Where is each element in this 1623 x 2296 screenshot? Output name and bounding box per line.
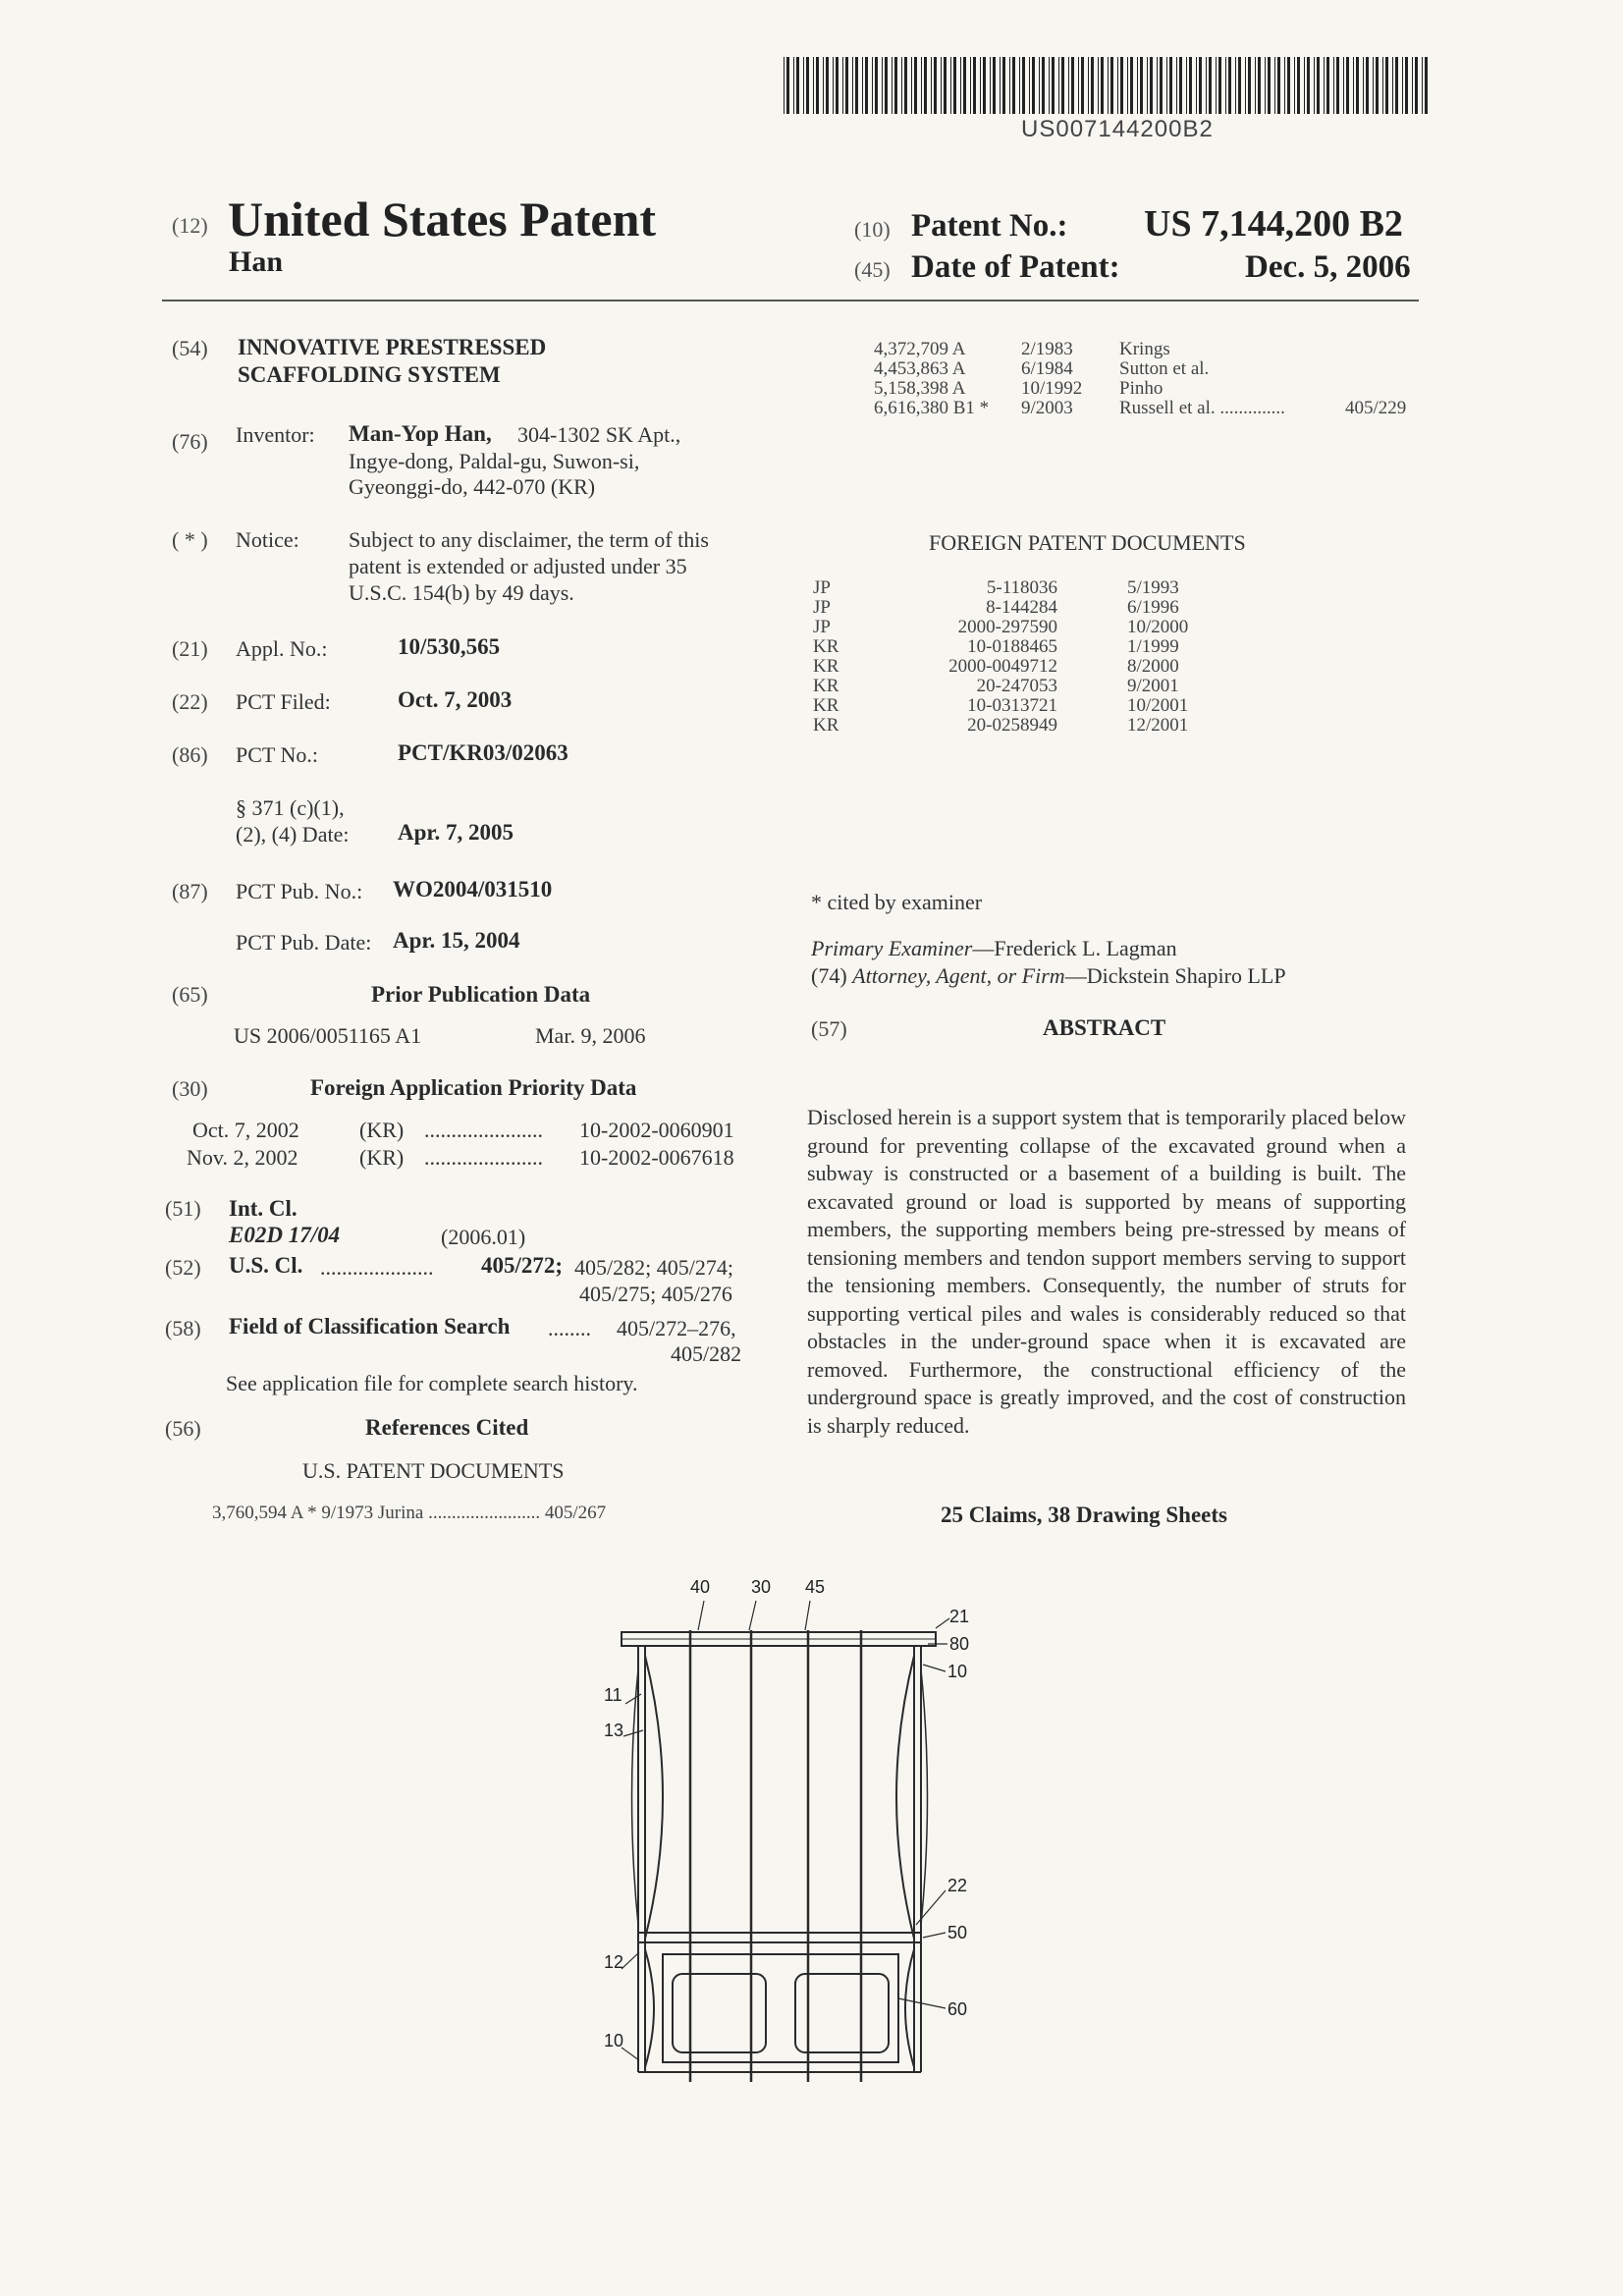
- us-patent-documents-title: U.S. PATENT DOCUMENTS: [302, 1458, 565, 1483]
- barcode-bar: [1012, 57, 1015, 114]
- barcode-bar: [953, 57, 956, 114]
- abstract-text: Disclosed herein is a support system that is temporarily placed below ground for preventing collapse of the excavated ground when a subway is constructed or a basement of a building is built. The excavated ground or load is supported by means of supporting members, the supporting members being pre-stressed by means of tensioning members and tendon support members serving to support the tensioning members. Consequently, the number of struts for supporting vertical piles and wales is considerably reduced so that obstacles in the under-ground space when it is excavated are removed. Furthermore, the constructional efficiency of the underground space is greatly improved, and the cost of construction is sharply reduced.: [807, 1105, 1406, 1438]
- attorney-line: [811, 963, 1286, 989]
- barcode-bar: [1277, 57, 1280, 114]
- abstract-title: ABSTRACT: [1043, 1015, 1166, 1040]
- barcode-bar: [862, 57, 863, 114]
- barcode-bar: [1268, 57, 1271, 114]
- barcode-bar: [1265, 57, 1266, 114]
- appl-no: 10/530,565: [398, 634, 501, 659]
- claims-and-sheets: 25 Claims, 38 Drawing Sheets: [941, 1503, 1227, 1527]
- inventor-short-name: Han: [229, 246, 284, 278]
- barcode-bar: [845, 57, 848, 114]
- code-76: (76): [172, 429, 208, 454]
- barcode-bar: [1061, 57, 1064, 114]
- foreign-number: 8-144284: [986, 597, 1057, 618]
- foreign-country: KR: [813, 715, 839, 736]
- code-21: (21): [172, 636, 208, 661]
- code-86: (86): [172, 742, 208, 767]
- barcode-bar: [793, 57, 794, 114]
- left-curved-wale: [645, 1656, 663, 1939]
- int-cl-year: (2006.01): [441, 1225, 526, 1249]
- barcode-bar: [1297, 57, 1300, 114]
- attorney-label: Attorney, Agent, or Firm: [852, 963, 1065, 988]
- barcode-bar: [1049, 57, 1050, 114]
- barcode-bar: [1248, 57, 1251, 114]
- us-cl-label: U.S. Cl.: [229, 1253, 303, 1278]
- foreign-country: JP: [813, 577, 831, 598]
- ref-label: 60: [947, 1999, 968, 2019]
- barcode-bar: [970, 57, 971, 114]
- barcode-bar: [1307, 57, 1310, 114]
- barcode-bar: [993, 57, 996, 114]
- us-cl-rest-2: 405/275; 405/276: [579, 1282, 732, 1306]
- foreign-number: 10-0188465: [967, 636, 1057, 657]
- field-of-search-leader: ........: [548, 1316, 591, 1340]
- foreign-date: 12/2001: [1127, 715, 1189, 736]
- title-line-2: SCAFFOLDING SYSTEM: [238, 362, 501, 387]
- code-74: (74): [811, 963, 847, 988]
- barcode-bar: [1078, 57, 1079, 114]
- barcode-bar: [980, 57, 981, 114]
- notice-line-1: Subject to any disclaimer, the term of this: [349, 527, 709, 552]
- barcode-bar: [1039, 57, 1040, 114]
- barcode-bar: [1176, 57, 1177, 114]
- barcode-bar: [1130, 57, 1133, 114]
- barcode-bar: [911, 57, 912, 114]
- field-of-search-label: Field of Classification Search: [229, 1314, 511, 1339]
- priority-2-leader: ......................: [424, 1145, 543, 1170]
- patent-type-title: United States Patent: [228, 191, 657, 246]
- section-371-line-2: (2), (4) Date:: [236, 822, 350, 847]
- code-notice: ( * ): [172, 527, 208, 552]
- barcode-bar: [924, 57, 927, 114]
- cited-by-examiner-note: * cited by examiner: [811, 890, 983, 914]
- section-371-date: Apr. 7, 2005: [398, 820, 514, 845]
- foreign-number: 10-0313721: [967, 695, 1057, 716]
- ref-label: 30: [751, 1577, 772, 1597]
- barcode-bar: [894, 57, 897, 114]
- pct-pub-date-label: PCT Pub. Date:: [236, 930, 372, 955]
- prior-publication-title: Prior Publication Data: [371, 982, 591, 1007]
- barcode-bar: [1000, 57, 1001, 114]
- ref-label: 21: [949, 1607, 970, 1626]
- foreign-date: 10/2001: [1127, 695, 1189, 716]
- section-371-line-1: § 371 (c)(1),: [236, 795, 345, 820]
- barcode-bar: [1120, 57, 1123, 114]
- barcode-bar: [1376, 57, 1379, 114]
- ref-label: 11: [604, 1685, 622, 1705]
- barcode-bar: [1091, 57, 1094, 114]
- barcode-bar: [1196, 57, 1197, 114]
- barcode-bar: [1019, 57, 1020, 114]
- barcode-bar: [1189, 57, 1192, 114]
- barcode-bar: [921, 57, 922, 114]
- patent-no-label: Patent No.:: [911, 208, 1068, 244]
- barcode-bar: [1258, 57, 1261, 114]
- reference-row: 3,760,594 A * 9/1973 Jurina ........................ 405/267: [212, 1503, 607, 1523]
- barcode-bar: [816, 57, 819, 114]
- barcode-bar: [931, 57, 932, 114]
- barcode-bar: [842, 57, 843, 114]
- inventor-address-2: Ingye-dong, Paldal-gu, Suwon-si,: [349, 449, 640, 473]
- barcode-bar: [1110, 57, 1113, 114]
- barcode-number: US007144200B2: [1021, 116, 1214, 142]
- foreign-country: JP: [813, 597, 831, 618]
- reference-name: Krings: [1119, 339, 1170, 359]
- pct-no-label: PCT No.:: [236, 742, 318, 767]
- barcode-bar: [990, 57, 991, 114]
- reference-date: 6/1984: [1021, 358, 1073, 379]
- reference-date: 9/2003: [1021, 398, 1073, 418]
- foreign-number: 2000-0049712: [948, 656, 1057, 677]
- date-of-patent-label: Date of Patent:: [911, 249, 1120, 285]
- ref-label: 10: [947, 1662, 968, 1681]
- reference-name: Sutton et al.: [1119, 358, 1210, 379]
- code-58: (58): [165, 1316, 201, 1340]
- barcode-bar: [823, 57, 824, 114]
- pct-pub-no-label: PCT Pub. No.:: [236, 879, 363, 903]
- priority-1-leader: ......................: [424, 1118, 543, 1142]
- barcode-bar: [813, 57, 814, 114]
- ref-label: 80: [949, 1634, 970, 1654]
- code-54: (54): [172, 336, 208, 360]
- header-divider: [162, 300, 1419, 301]
- lower-frame: [663, 1954, 898, 2062]
- barcode-bar: [1002, 57, 1005, 114]
- barcode-bar: [1314, 57, 1315, 114]
- code-12: (12): [172, 213, 208, 238]
- barcode-bar: [1317, 57, 1320, 114]
- barcode-bar: [1068, 57, 1069, 114]
- barcode-bar: [1294, 57, 1295, 114]
- barcode-bar: [1071, 57, 1074, 114]
- barcode-bar: [934, 57, 937, 114]
- barcode-bar: [1326, 57, 1329, 114]
- date-of-patent: Dec. 5, 2006: [1245, 249, 1411, 285]
- foreign-number: 5-118036: [986, 577, 1057, 598]
- notice-line-2: patent is extended or adjusted under 35: [349, 554, 687, 578]
- barcode-bar: [1415, 57, 1418, 114]
- barcode-bar: [1098, 57, 1099, 114]
- barcode-bar: [1287, 57, 1290, 114]
- barcode-bar: [960, 57, 961, 114]
- us-cl-main: 405/272;: [481, 1253, 564, 1278]
- foreign-date: 8/2000: [1127, 656, 1179, 677]
- priority-1-country: (KR): [359, 1118, 405, 1142]
- barcode-bar: [1255, 57, 1256, 114]
- foreign-number: 20-247053: [976, 676, 1057, 696]
- primary-examiner-label: Primary Examiner: [811, 936, 973, 960]
- foreign-country: KR: [813, 636, 839, 657]
- barcode-bar: [1245, 57, 1246, 114]
- barcode-bar: [1157, 57, 1158, 114]
- code-45: (45): [854, 257, 891, 282]
- foreign-date: 5/1993: [1127, 577, 1179, 598]
- barcode-bar: [1405, 57, 1408, 114]
- priority-2-date: Nov. 2, 2002: [187, 1145, 298, 1170]
- barcode-bar: [1147, 57, 1148, 114]
- barcode-bar: [914, 57, 917, 114]
- barcode-bar: [1284, 57, 1285, 114]
- prior-publication-no: US 2006/0051165 A1: [234, 1023, 422, 1048]
- barcode-bar: [1160, 57, 1163, 114]
- int-cl-label: Int. Cl.: [229, 1196, 298, 1221]
- barcode-bar: [950, 57, 951, 114]
- pct-no: PCT/KR03/02063: [398, 740, 568, 765]
- patent-number: US 7,144,200 B2: [1144, 203, 1403, 245]
- barcode-bar: [1238, 57, 1241, 114]
- barcode: [784, 57, 1429, 114]
- barcode-bar: [1216, 57, 1217, 114]
- barcode-bar: [1274, 57, 1275, 114]
- barcode-bar: [1402, 57, 1403, 114]
- inventor-address-1: 304-1302 SK Apt.,: [517, 422, 681, 447]
- barcode-bar: [1235, 57, 1236, 114]
- foreign-patent-documents-title: FOREIGN PATENT DOCUMENTS: [929, 530, 1246, 555]
- representative-drawing: [604, 1561, 977, 2151]
- pct-filed-date: Oct. 7, 2003: [398, 687, 513, 712]
- ref-label: 40: [690, 1577, 711, 1597]
- barcode-bar: [1425, 57, 1428, 114]
- barcode-bar: [1088, 57, 1089, 114]
- barcode-bar: [1333, 57, 1334, 114]
- barcode-bar: [901, 57, 902, 114]
- barcode-bar: [1382, 57, 1383, 114]
- code-56: (56): [165, 1416, 201, 1441]
- foreign-date: 10/2000: [1127, 617, 1189, 637]
- barcode-bar: [796, 57, 799, 114]
- foreign-country: JP: [813, 617, 831, 637]
- foreign-priority-title: Foreign Application Priority Data: [310, 1075, 637, 1100]
- reference-name: Russell et al. ..............: [1119, 398, 1285, 418]
- barcode-bar: [872, 57, 873, 114]
- barcode-bar: [963, 57, 966, 114]
- reference-date: 2/1983: [1021, 339, 1073, 359]
- us-cl-leader: .....................: [320, 1255, 434, 1280]
- code-87: (87): [172, 879, 208, 903]
- barcode-bar: [1395, 57, 1398, 114]
- barcode-bar: [1422, 57, 1423, 114]
- barcode-bar: [944, 57, 947, 114]
- priority-1-number: 10-2002-0060901: [579, 1118, 734, 1142]
- reference-number: 6,616,380 B1 *: [874, 398, 990, 418]
- foreign-number: 20-0258949: [967, 715, 1057, 736]
- barcode-bar: [836, 57, 839, 114]
- references-cited-title: References Cited: [365, 1415, 529, 1440]
- ref-label: 50: [947, 1923, 968, 1942]
- barcode-bar: [1366, 57, 1369, 114]
- appl-no-label: Appl. No.:: [236, 636, 328, 661]
- pct-pub-no: WO2004/031510: [393, 877, 553, 902]
- priority-2-number: 10-2002-0067618: [579, 1145, 734, 1170]
- primary-examiner-line: [811, 936, 1177, 961]
- reference-number: 4,453,863 A: [874, 358, 966, 379]
- barcode-bar: [1150, 57, 1153, 114]
- primary-examiner-name: —Frederick L. Lagman: [972, 936, 1177, 960]
- ref-label: 45: [805, 1577, 826, 1597]
- code-10: (10): [854, 217, 891, 242]
- notice-label: Notice:: [236, 527, 299, 552]
- code-30: (30): [172, 1076, 208, 1101]
- barcode-bar: [1101, 57, 1104, 114]
- reference-class: 405/229: [1345, 398, 1407, 418]
- ref-label: 12: [604, 1952, 624, 1972]
- inventor-address-3: Gyeonggi-do, 442-070 (KR): [349, 474, 596, 499]
- code-65: (65): [172, 982, 208, 1007]
- barcode-bar: [1169, 57, 1172, 114]
- barcode-bar: [1225, 57, 1226, 114]
- barcode-bar: [1022, 57, 1025, 114]
- foreign-country: KR: [813, 656, 839, 677]
- code-52: (52): [165, 1255, 201, 1280]
- foreign-country: KR: [813, 676, 839, 696]
- barcode-bar: [1052, 57, 1055, 114]
- barcode-bar: [1179, 57, 1182, 114]
- barcode-bar: [1081, 57, 1084, 114]
- reference-name: Pinho: [1119, 378, 1163, 399]
- foreign-country: KR: [813, 695, 839, 716]
- barcode-bar: [1324, 57, 1325, 114]
- barcode-bar: [1042, 57, 1045, 114]
- middle-beam: [638, 1933, 921, 1942]
- priority-1-date: Oct. 7, 2002: [192, 1118, 299, 1142]
- barcode-bar: [1029, 57, 1030, 114]
- barcode-bar: [892, 57, 893, 114]
- barcode-bar: [803, 57, 804, 114]
- barcode-bar: [1356, 57, 1359, 114]
- barcode-bar: [1218, 57, 1221, 114]
- barcode-bar: [1392, 57, 1393, 114]
- prior-publication-date: Mar. 9, 2006: [535, 1023, 646, 1048]
- barcode-bar: [1009, 57, 1010, 114]
- ref-label: 13: [604, 1721, 624, 1740]
- ref-label: 22: [947, 1876, 968, 1895]
- barcode-bar: [1166, 57, 1167, 114]
- barcode-bar: [1385, 57, 1388, 114]
- barcode-bar: [1032, 57, 1035, 114]
- barcode-bar: [1412, 57, 1413, 114]
- barcode-bar: [983, 57, 986, 114]
- barcode-bar: [1304, 57, 1305, 114]
- reference-number: 4,372,709 A: [874, 339, 966, 359]
- barcode-bar: [855, 57, 858, 114]
- pct-pub-date: Apr. 15, 2004: [393, 928, 520, 953]
- barcode-bar: [973, 57, 976, 114]
- barcode-bar: [833, 57, 834, 114]
- barcode-bar: [1108, 57, 1109, 114]
- field-of-search-note: See application file for complete search history.: [226, 1371, 638, 1395]
- foreign-date: 1/1999: [1127, 636, 1179, 657]
- field-of-search-value-1: 405/272–276,: [617, 1316, 736, 1340]
- barcode-bar: [826, 57, 829, 114]
- barcode-bar: [786, 57, 789, 114]
- inventor-label: Inventor:: [236, 422, 315, 447]
- foreign-date: 6/1996: [1127, 597, 1179, 618]
- barcode-bar: [1127, 57, 1128, 114]
- barcode-bar: [1140, 57, 1143, 114]
- right-curved-wale: [896, 1656, 914, 1939]
- title-line-1: INNOVATIVE PRESTRESSED: [238, 335, 547, 359]
- code-57: (57): [811, 1016, 847, 1041]
- foreign-number: 2000-297590: [957, 617, 1057, 637]
- barcode-bar: [1058, 57, 1059, 114]
- barcode-bar: [1137, 57, 1138, 114]
- field-of-search-value-2: 405/282: [671, 1341, 742, 1366]
- barcode-bar: [865, 57, 868, 114]
- int-cl-code: E02D 17/04: [229, 1223, 341, 1247]
- barcode-bar: [1228, 57, 1231, 114]
- reference-number: 5,158,398 A: [874, 378, 966, 399]
- attorney-name: —Dickstein Shapiro LLP: [1064, 963, 1286, 988]
- barcode-bar: [1346, 57, 1349, 114]
- barcode-bar: [1186, 57, 1187, 114]
- barcode-bar: [885, 57, 888, 114]
- code-51: (51): [165, 1196, 201, 1221]
- barcode-bar: [1206, 57, 1207, 114]
- priority-2-country: (KR): [359, 1145, 405, 1170]
- barcode-bar: [806, 57, 809, 114]
- barcode-bar: [941, 57, 942, 114]
- barcode-bar: [1363, 57, 1364, 114]
- us-cl-rest-1: 405/282; 405/274;: [574, 1255, 733, 1280]
- barcode-bar: [882, 57, 883, 114]
- pct-filed-label: PCT Filed:: [236, 689, 331, 714]
- barcode-bar: [1117, 57, 1118, 114]
- barcode-bar: [1209, 57, 1212, 114]
- barcode-bar: [852, 57, 853, 114]
- reference-date: 10/1992: [1021, 378, 1083, 399]
- barcode-bar: [1373, 57, 1374, 114]
- ref-label: 10: [604, 2031, 624, 2050]
- notice-line-3: U.S.C. 154(b) by 49 days.: [349, 580, 574, 605]
- barcode-bar: [1343, 57, 1344, 114]
- foreign-date: 9/2001: [1127, 676, 1179, 696]
- barcode-bar: [1336, 57, 1339, 114]
- barcode-bar: [1353, 57, 1354, 114]
- code-22: (22): [172, 689, 208, 714]
- barcode-bar: [1199, 57, 1202, 114]
- barcode-bar: [875, 57, 878, 114]
- barcode-bar: [904, 57, 907, 114]
- inventor-name: Man-Yop Han,: [349, 421, 492, 446]
